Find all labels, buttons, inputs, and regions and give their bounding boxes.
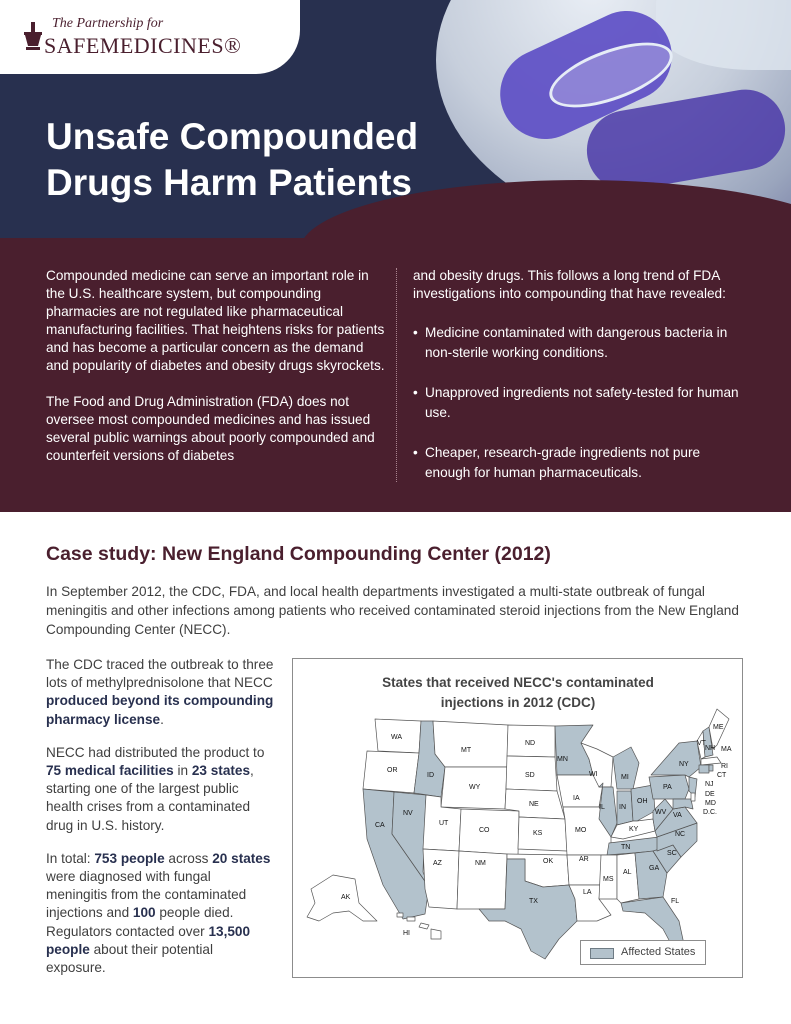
label-mo: MO [575,827,587,834]
label-wi: WI [589,771,598,778]
label-pa: PA [663,784,672,791]
case-study-facts [46,656,274,977]
label-la: LA [583,889,592,896]
logo-wordmark: SAFEMEDICINES® [44,33,242,58]
label-nj: NJ [705,781,714,788]
intro-section [0,238,791,512]
label-al: AL [623,869,632,876]
findings-list [413,323,743,483]
label-va: VA [673,812,682,819]
state-mt [433,721,508,767]
label-wy: WY [469,784,481,791]
intro-paragraph-2: The Food and Drug Administration (FDA) does not oversee most compounded medicines and has issued several public warnings about poorly compounded and counterfeit versions of diabetes [46,394,375,463]
state-az [423,849,459,909]
fact-paragraph-3: In total: 753 people across 20 states were diagnosed with fungal meningitis from the contaminated injections and 100 people died. Regulators contacted over 13,500 people about their potential exposure. [46,850,271,976]
state-de [691,793,695,801]
case-study-heading: Case study: New England Compounding Center (2012) [46,543,551,565]
state-ny [651,741,701,777]
label-mn: MN [557,756,568,763]
fact-paragraph-1: The CDC traced the outbreak to three lots of methylprednisolone that NECC produced beyond its compounding pharmacy license. [46,657,274,727]
label-nh: NH [705,745,716,752]
title-line-1: Unsafe Compounded [46,116,419,157]
legend-label: Affected States [621,946,696,958]
label-ks: KS [533,830,543,837]
label-hi: HI [403,930,410,937]
label-ca: CA [375,822,385,829]
state-mi [613,747,639,789]
label-ma: MA [721,746,732,753]
intro-paragraph-3: and obesity drugs. This follows a long trend of FDA investigations into compounding that have revealed: [413,268,726,301]
label-ne: NE [529,801,539,808]
label-nc: NC [675,831,686,838]
label-or: OR [387,767,398,774]
list-item: • Medicine contaminated with dangerous bacteria in non-sterile working conditions. [413,323,743,363]
label-il: IL [599,804,605,811]
label-ct: CT [717,772,727,779]
label-ak: AK [341,894,351,901]
label-sd: SD [525,772,535,779]
label-tx: TX [529,898,538,905]
intro-left-column [46,267,386,465]
list-item: • Cheaper, research-grade ingredients not pure enough for human pharmaceuticals. [413,443,743,483]
label-in: IN [619,804,626,811]
label-nd: ND [525,740,536,747]
label-id: ID [427,772,434,779]
label-oh: OH [637,798,648,805]
logo-tagline: The Partnership for [52,16,164,31]
label-ri: RI [721,763,728,770]
label-ia: IA [573,795,580,802]
label-fl: FL [671,898,680,905]
map-legend [580,940,706,965]
label-ar: AR [579,856,589,863]
label-tn: TN [621,844,631,851]
label-me: ME [713,724,724,731]
label-nv: NV [403,810,413,817]
title-line-2: Drugs Harm Patients [46,162,412,203]
label-ok: OK [543,858,554,865]
state-ks [518,817,567,851]
label-dc: D.C. [703,809,717,816]
case-study-lead: In September 2012, the CDC, FDA, and local health departments investigated a multi-state outbreak of fungal meningitis and other infections among patients who received contaminated steroid injections from the New England Compounding Center (NECC). [46,584,739,637]
list-item: • Unapproved ingredients not safety-tested for human use. [413,383,743,423]
fact-paragraph-2: NECC had distributed the product to 75 medical facilities in 23 states, starting one of the largest public health crises from a contaminated drug in U.S. history. [46,744,265,833]
logo [0,0,300,74]
label-sc: SC [667,850,677,857]
label-ms: MS [603,876,614,883]
legend-swatch [590,948,614,959]
us-map [293,659,744,979]
label-vt: VT [697,740,706,747]
label-ga: GA [649,865,660,872]
state-ri [709,765,713,771]
label-az: AZ [433,860,442,867]
label-ut: UT [439,820,449,827]
label-ny: NY [679,761,689,768]
mortar-pestle-icon [22,22,44,52]
state-md [673,799,693,809]
affected-states-map [292,658,743,978]
label-de: DE [705,791,715,798]
label-ky: KY [629,826,639,833]
intro-right-column [413,267,743,503]
state-ct [699,765,709,773]
page-title [46,114,446,206]
label-wa: WA [391,734,403,741]
label-md: MD [705,800,716,807]
label-wv: WV [655,809,667,816]
label-mt: MT [461,747,472,754]
label-nm: NM [475,860,486,867]
intro-paragraph-1: Compounded medicine can serve an important role in the U.S. healthcare system, but compounding pharmacies are not regulated like pharmaceutical manufacturing facilities. That heightens risks for patients and has become a particular concern as the demand and popularity of diabetes and obesity drugs skyrockets. [46,268,385,373]
hero-banner [0,0,791,238]
state-ma [701,757,721,765]
map-title: States that received NECC's contaminated injections in 2012 (CDC) [382,675,654,710]
label-mi: MI [621,774,629,781]
column-divider [396,268,397,482]
label-co: CO [479,827,490,834]
